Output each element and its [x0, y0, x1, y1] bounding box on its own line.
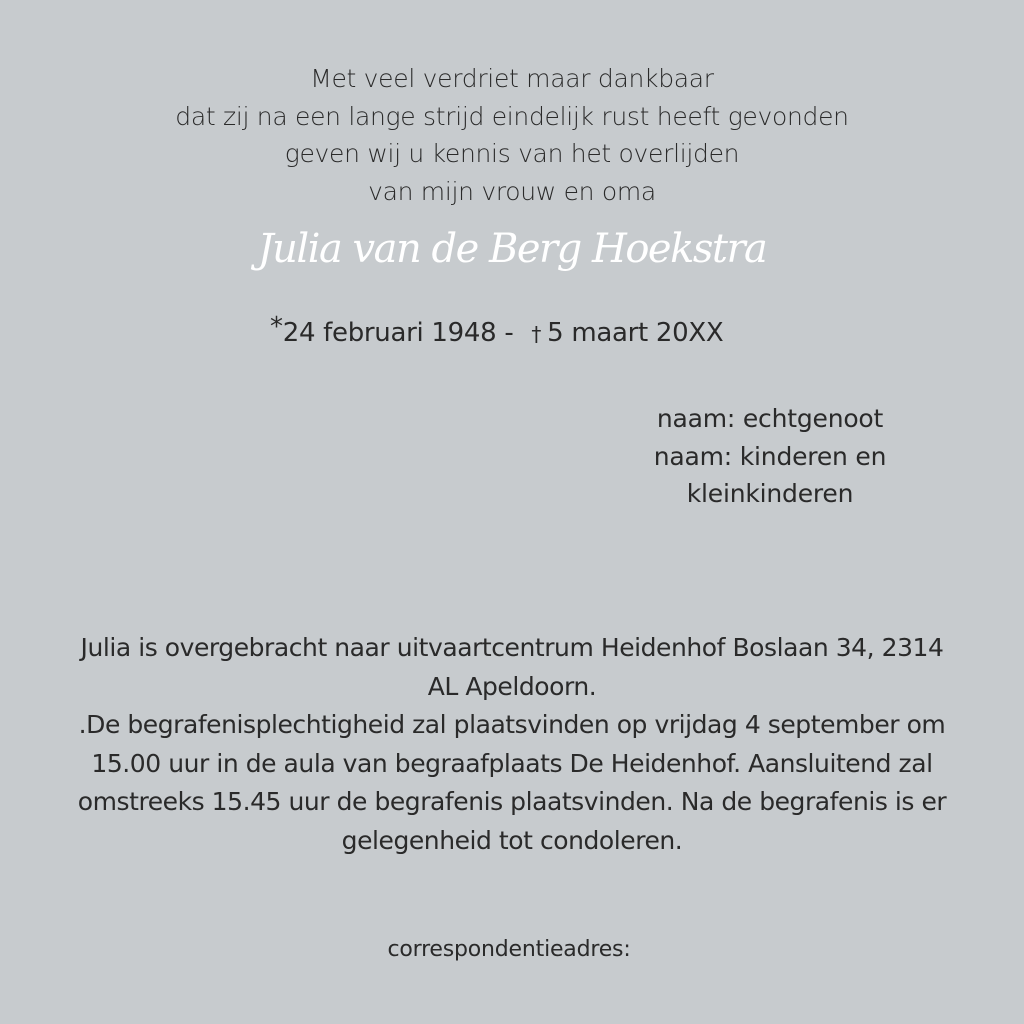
details-line: omstreeks 15.45 uur de begrafenis plaatsvinden. Na de begrafenis is er: [77, 787, 947, 816]
life-dates: [270, 312, 723, 348]
details-line: Julia is overgebracht naar uitvaartcentrum Heidenhof Boslaan 34, 2314: [80, 633, 944, 662]
funeral-details: [60, 629, 964, 860]
details-line: 15.00 uur in de aula van begraafplaats De Heidenhof. Aansluitend zal: [91, 748, 933, 778]
intro-line: van mijn vrouw en oma: [368, 176, 656, 206]
birth-date: 24 februari 1948 -: [282, 318, 514, 348]
death-date: 5 maart 20XX: [547, 318, 724, 348]
family-line: naam: echtgenoot: [656, 404, 884, 433]
intro-line: geven wij u kennis van het overlijden: [284, 139, 740, 168]
intro-line: Met veel verdriet maar dankbaar: [310, 64, 714, 93]
death-cross-icon: †: [531, 322, 542, 346]
deceased-name: Julia van de Berg Hoekstra: [257, 226, 767, 272]
intro-text: [0, 60, 1024, 210]
intro-line: dat zij na een lange strijd eindelijk rust heeft gevonden: [175, 101, 849, 131]
details-line: gelegenheid tot condoleren.: [341, 825, 683, 855]
family-names: [640, 400, 900, 513]
details-line: .De begrafenisplechtigheid zal plaatsvinden op vrijdag 4 september om: [78, 710, 946, 739]
family-line: naam: kinderen en: [653, 441, 887, 471]
correspondence-address-label: correspondentieadres:: [387, 937, 631, 962]
birth-symbol: *: [270, 312, 283, 342]
details-line: AL Apeldoorn.: [427, 671, 597, 701]
family-line: kleinkinderen: [686, 479, 854, 508]
